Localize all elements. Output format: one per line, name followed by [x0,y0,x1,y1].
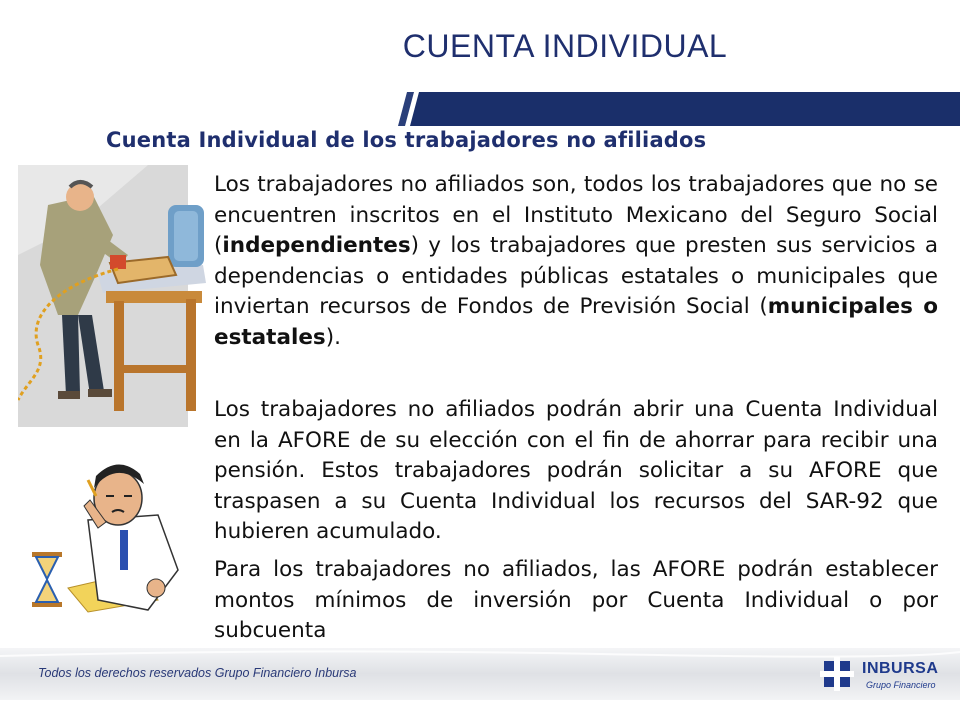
paragraph-text: ). [325,324,341,350]
paragraph-afore-account: Los trabajadores no afiliados podrán abrir una Cuenta Individual en la AFORE de su elección con el fin de ahorrar para recibir una pensión. Estos trabajadores podrán solicitar a su AFORE que traspasen a su Cuenta Individual los recursos del SAR-92 que hubieren acumulado. [214,397,938,544]
paragraph-minimums: Para los trabajadores no afiliados, las AFORE podrán establecer montos mínimos de inversión por Cuenta Individual o por subcuenta [214,557,938,643]
logo-name: INBURSA [862,660,939,677]
paragraph-text: Los trabajadores no afiliados son, todos los trabajadores que no se encuentren inscritos en el Instituto Mexicano del Seguro Social ( [214,172,938,258]
bold-term-independientes: independientes [222,233,411,258]
bold-term-municipales: municipales o estatales [214,294,938,350]
paragraph-definition [214,170,938,353]
section-subtitle: Cuenta Individual de los trabajadores no afiliados [106,128,707,152]
page-title: CUENTA INDIVIDUAL [402,28,728,64]
worker-clipart [18,165,208,427]
header-banner [0,92,960,126]
tired-man-hourglass-clipart [28,460,193,615]
logo-subtitle: Grupo Financiero [866,680,936,690]
footer-copyright: Todos los derechos reservados Grupo Financiero Inbursa [38,666,357,680]
paragraph-text: ) y los trabajadores que presten sus servicios a dependencias o entidades públicas estatales o municipales que inviertan recursos de Fondos de Previsión Social ( [214,233,938,319]
